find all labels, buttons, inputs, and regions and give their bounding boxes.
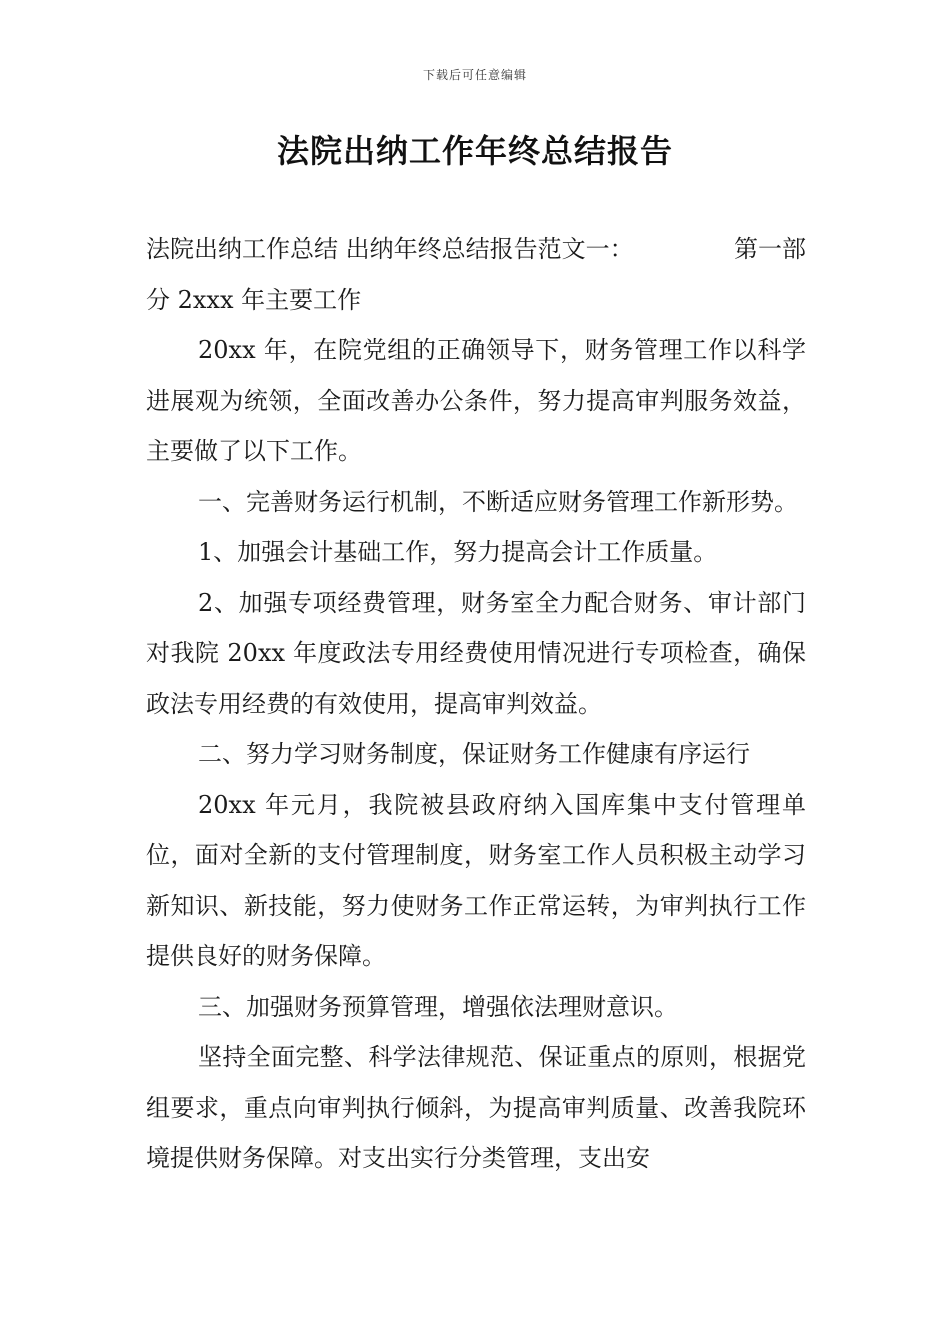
item-2: 2、加强专项经费管理，财务室全力配合财务、审计部门对我院 20xx 年度政法专用经费使用情况进行专项检查，确保政法专用经费的有效使用，提高审判效益。 <box>146 588 806 718</box>
document-body <box>146 224 806 1184</box>
paragraph-1: 20xx 年，在院党组的正确领导下，财务管理工作以科学进展观为统领，全面改善办公条件，努力提高审判服务效益，主要做了以下工作。 <box>146 336 806 465</box>
paragraph-2: 20xx 年元月，我院被县政府纳入国库集中支付管理单位，面对全新的支付管理制度，财务室工作人员积极主动学习新知识、新技能，努力使财务工作正常运转，为审判执行工作提供良好的财务保障。 <box>146 790 806 970</box>
paragraph-3: 坚持全面完整、科学法律规范、保证重点的原则，根据党组要求，重点向审判执行倾斜，为提高审判质量、改善我院环境提供财务保障。对支出实行分类管理，支出安 <box>146 1043 806 1172</box>
section-heading-2: 二、努力学习财务制度，保证财务工作健康有序运行 <box>198 740 750 768</box>
document-title: 法院出纳工作年终总结报告 <box>276 132 673 170</box>
intro-line <box>146 224 806 275</box>
item-1: 1、加强会计基础工作，努力提高会计工作质量。 <box>198 538 718 566</box>
section-heading-3: 三、加强财务预算管理，增强依法理财意识。 <box>198 992 678 1021</box>
intro-continuation: 分 2xxx 年主要工作 <box>146 285 362 314</box>
intro-text: 法院出纳工作总结 出纳年终总结报告范文一： <box>146 235 634 263</box>
header-note: 下载后可任意编辑 <box>422 68 527 82</box>
intro-part-label: 第一部 <box>734 235 806 263</box>
section-heading-1: 一、完善财务运行机制，不断适应财务管理工作新形势。 <box>198 487 798 516</box>
